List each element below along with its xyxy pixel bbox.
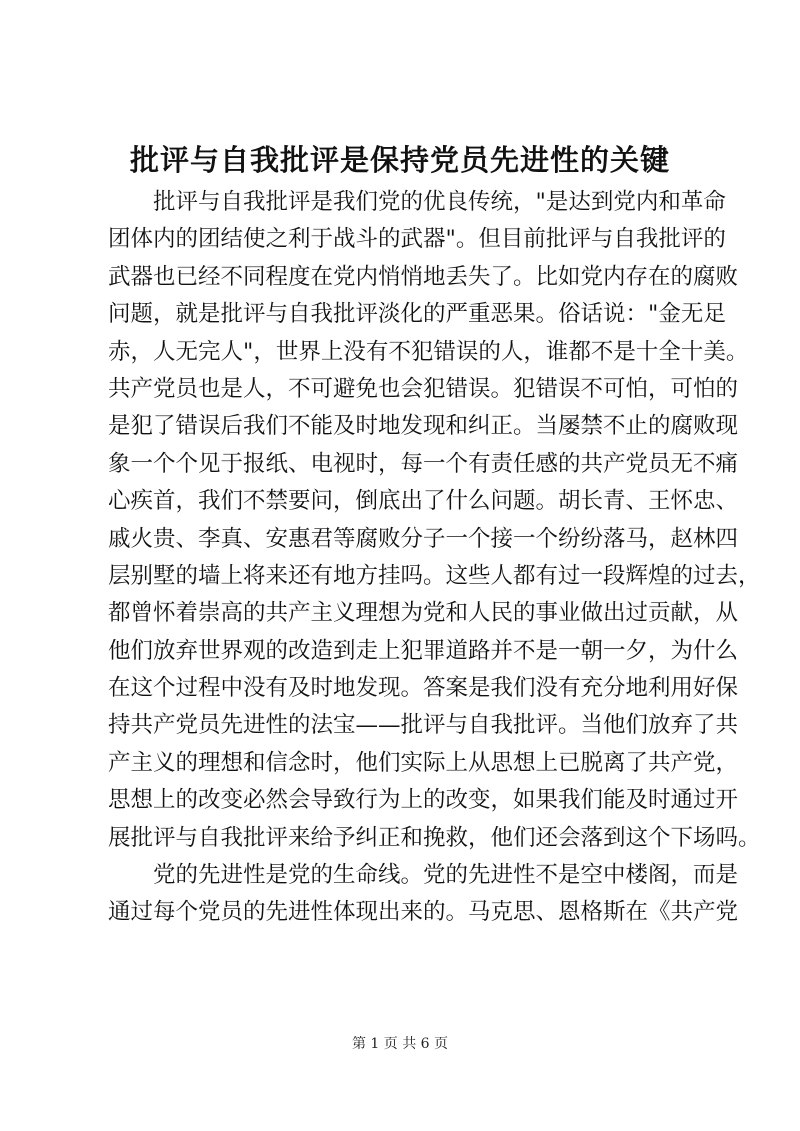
text-line: 产主义的理想和信念时，他们实际上从思想上已脱离了共产党， (108, 749, 739, 776)
document-body (108, 184, 761, 932)
text-line: 戚火贵、李真、安惠君等腐败分子一个接一个纷纷落马，赵林四 (108, 525, 739, 552)
text-line: 武器也已经不同程度在党内悄悄地丢失了。比如党内存在的腐败 (108, 263, 739, 290)
text-line: 通过每个党员的先进性体现出来的。马克思、恩格斯在《共产党 (108, 899, 739, 926)
text-line: 他们放弃世界观的改造到走上犯罪道路并不是一朝一夕，为什么 (108, 637, 739, 664)
text-line: 问题，就是批评与自我批评淡化的严重恶果。俗话说："金无足 (108, 301, 726, 328)
text-line: 团体内的团结使之利于战斗的武器"。但目前批评与自我批评的 (108, 226, 726, 253)
text-line: 象一个个见于报纸、电视时，每一个有责任感的共产党员无不痛 (108, 450, 739, 477)
text-line: 层别墅的墙上将来还有地方挂吗。这些人都有过一段辉煌的过去， (108, 562, 761, 589)
text-line: 党的先进性是党的生命线。党的先进性不是空中楼阁，而是 (153, 862, 739, 889)
text-line: 批评与自我批评是我们党的优良传统，"是达到党内和革命 (153, 189, 726, 215)
text-line: 展批评与自我批评来给予纠正和挽救，他们还会落到这个下场吗。 (108, 824, 761, 851)
text-line: 心疾首，我们不禁要问，倒底出了什么问题。胡长青、王怀忠、 (108, 488, 739, 515)
text-line: 是犯了错误后我们不能及时地发现和纠正。当屡禁不止的腐败现 (108, 413, 739, 440)
text-line: 思想上的改变必然会导致行为上的改变，如果我们能及时通过开 (108, 787, 739, 814)
text-line: 共产党员也是人，不可避免也会犯错误。犯错误不可怕，可怕的 (108, 375, 739, 402)
text-line: 在这个过程中没有及时地发现。答案是我们没有充分地利用好保 (108, 675, 739, 702)
page-footer: 第 1 页 共 6 页 (351, 1036, 449, 1052)
text-line: 持共产党员先进性的法宝——批评与自我批评。当他们放弃了共 (108, 712, 739, 739)
paragraph (108, 184, 761, 857)
text-line: 都曾怀着崇高的共产主义理想为党和人民的事业做出过贡献，从 (108, 600, 739, 627)
paragraph (108, 857, 739, 932)
text-line: 赤，人无完人"，世界上没有不犯错误的人，谁都不是十全十美。 (108, 338, 749, 365)
document-title: 批评与自我批评是保持党员先进性的关键 (129, 143, 670, 177)
